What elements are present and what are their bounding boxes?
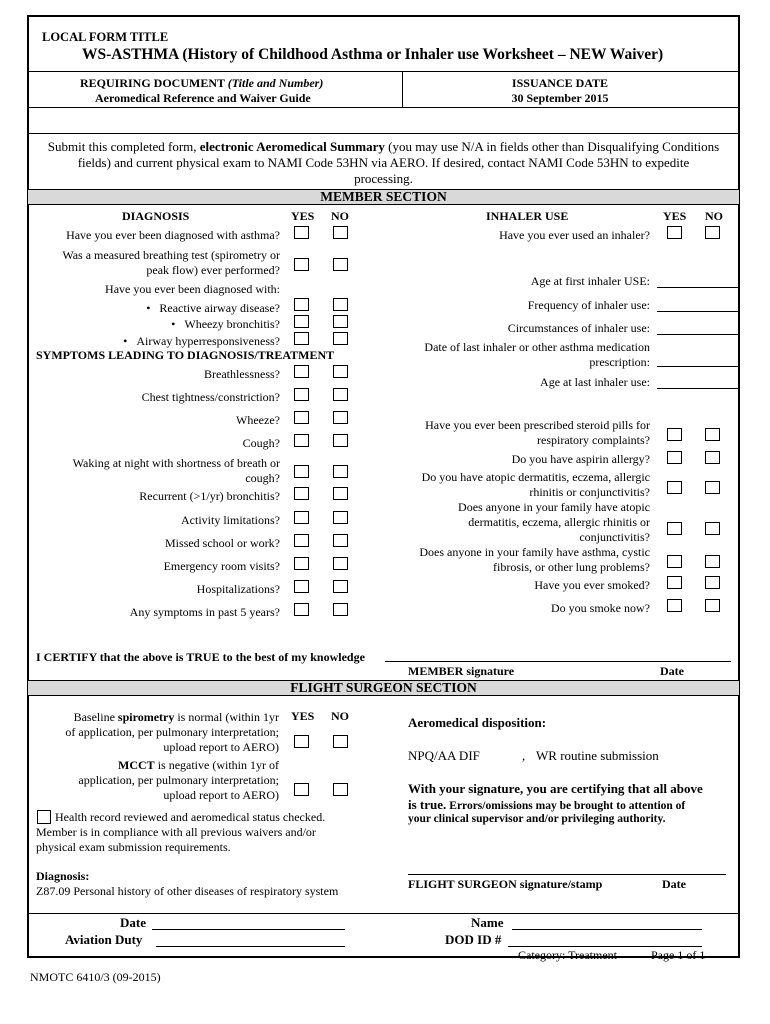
- q-missed-school: Missed school or work?: [165, 536, 280, 550]
- checkbox-yes-spirometry[interactable]: [294, 735, 309, 748]
- form-number: NMOTC 6410/3 (09-2015): [30, 970, 161, 984]
- checkbox-yes-family-atopic[interactable]: [667, 522, 682, 535]
- flight-surgeon-signature-label: FLIGHT SURGEON signature/stamp: [408, 877, 603, 891]
- signature-notice-4: your clinical supervisor and/or privileging authority.: [408, 813, 666, 825]
- requiring-document-value: Aeromedical Reference and Waiver Guide: [95, 91, 311, 105]
- fs-spirometry-line3: upload report to AERO): [163, 740, 279, 754]
- issuance-date-value: 30 September 2015: [511, 91, 609, 105]
- checkbox-no-cough[interactable]: [333, 434, 348, 447]
- checkbox-yes-ever-smoked[interactable]: [667, 576, 682, 589]
- checkbox-no-smoke-now[interactable]: [705, 599, 720, 612]
- other-questions: [380, 0, 650, 1024]
- checkbox-yes-breathlessness[interactable]: [294, 365, 309, 378]
- no-header: NO: [331, 209, 349, 223]
- checkbox-yes-reactive-airway[interactable]: [294, 298, 309, 311]
- q-steroid-pills-cont: respiratory complaints?: [537, 433, 650, 447]
- checkbox-yes-family-asthma[interactable]: [667, 555, 682, 568]
- checkbox-yes-hospitalizations[interactable]: [294, 580, 309, 593]
- checkbox-no-asthma[interactable]: [333, 226, 348, 239]
- disposition-npq[interactable]: NPQ/AA DIF: [408, 748, 480, 763]
- q-circumstances-inhaler: Circumstances of inhaler use:: [507, 321, 650, 335]
- checkbox-yes-aspirin[interactable]: [667, 451, 682, 464]
- q-breathing-test-cont: peak flow) ever performed?: [146, 263, 280, 277]
- checkbox-no-activity-limitations[interactable]: [333, 511, 348, 524]
- q-age-last-inhaler: Age at last inhaler use:: [540, 375, 650, 389]
- checkbox-no-recurrent-bronchitis[interactable]: [333, 487, 348, 500]
- q-date-last-inhaler: Date of last inhaler or other asthma medication: [424, 340, 650, 354]
- checkbox-no-family-asthma[interactable]: [705, 555, 720, 568]
- aviation-duty-field[interactable]: [156, 946, 345, 947]
- q-emergency-room: Emergency room visits?: [163, 559, 280, 573]
- q-waking-night-cont: cough?: [245, 471, 280, 485]
- date-last-inhaler-field[interactable]: [657, 366, 739, 367]
- member-signature-field[interactable]: [385, 661, 731, 662]
- checkbox-yes-emergency-room[interactable]: [294, 557, 309, 570]
- q-atopic: Do you have atopic dermatitis, eczema, allergic: [421, 470, 650, 484]
- checkbox-yes-activity-limitations[interactable]: [294, 511, 309, 524]
- checkbox-no-wheeze[interactable]: [333, 411, 348, 424]
- circumstances-inhaler-field[interactable]: [657, 334, 739, 335]
- checkbox-yes-airway-hyper[interactable]: [294, 332, 309, 345]
- checkbox-no-symptoms-5yrs[interactable]: [333, 603, 348, 616]
- member-signature-label: MEMBER signature: [408, 664, 515, 678]
- symptoms-header: SYMPTOMS LEADING TO DIAGNOSIS/TREATMENT: [36, 348, 335, 362]
- health-record-line3: physical exam submission requirements.: [36, 840, 231, 854]
- health-record-line1: Health record reviewed and aeromedical status checked.: [55, 810, 326, 824]
- q-family-atopic: Does anyone in your family have atopic: [458, 500, 650, 514]
- age-first-inhaler-field[interactable]: [657, 287, 739, 288]
- q-symptoms-5yrs: Any symptoms in past 5 years?: [129, 605, 280, 619]
- fs-spirometry-line2: of application, per pulmonary interpretation;: [65, 725, 279, 739]
- checkbox-health-record[interactable]: [37, 810, 51, 824]
- checkbox-no-mcct[interactable]: [333, 783, 348, 796]
- dod-id-label: DOD ID #: [445, 932, 502, 947]
- checkbox-yes-steroid[interactable]: [667, 428, 682, 441]
- fs-mcct-line1: MCCT is negative (within 1yr of: [118, 758, 279, 772]
- q-breathlessness: Breathlessness?: [204, 367, 280, 381]
- disposition-label: Aeromedical disposition:: [408, 715, 547, 730]
- checkbox-yes-breathing-test[interactable]: [294, 258, 309, 271]
- fs-mcct-line3: upload report to AERO): [163, 788, 279, 802]
- checkbox-no-family-atopic[interactable]: [705, 522, 720, 535]
- age-last-inhaler-field[interactable]: [657, 388, 739, 389]
- checkbox-no-waking-night[interactable]: [333, 465, 348, 478]
- checkbox-no-chest-tightness[interactable]: [333, 388, 348, 401]
- checkbox-yes-asthma[interactable]: [294, 226, 309, 239]
- footer-name-label: Name: [471, 915, 504, 930]
- health-record-line2: Member is in compliance with all previous waivers and/or: [36, 825, 316, 839]
- q-family-asthma: Does anyone in your family have asthma, cystic: [419, 545, 650, 559]
- checkbox-yes-atopic[interactable]: [667, 481, 682, 494]
- q-wheezy-bronchitis: • Wheezy bronchitis?: [171, 317, 280, 331]
- checkbox-no-emergency-room[interactable]: [333, 557, 348, 570]
- q-reactive-airway: • Reactive airway disease?: [146, 301, 280, 315]
- diagnosis-value: Z87.09 Personal history of other diseases of respiratory system: [36, 884, 339, 898]
- flight-surgeon-signature-field[interactable]: [408, 874, 726, 875]
- signature-notice-2: is true. Errors/omissions may be brought to attention of: [408, 797, 686, 812]
- checkbox-yes-mcct[interactable]: [294, 783, 309, 796]
- checkbox-yes-symptoms-5yrs[interactable]: [294, 603, 309, 616]
- q-family-atopic-cont2: conjunctivitis?: [579, 530, 650, 544]
- checkbox-yes-wheezy-bronchitis[interactable]: [294, 315, 309, 328]
- dod-id-field[interactable]: [508, 946, 702, 947]
- q-breathing-test: Was a measured breathing test (spirometry or: [62, 248, 280, 262]
- q-family-atopic-cont: dermatitis, eczema, allergic rhinitis or: [468, 515, 650, 529]
- instructions: Submit this completed form, electronic Aeromedical Summary (you may use N/A in fields other than Disqualifying Conditions fields) and current physical exam to NAMI Code 53HN via AERO. If desired, contact NAMI Code 53HN to expedite processing.: [47, 139, 720, 186]
- checkbox-no-used-inhaler[interactable]: [705, 226, 720, 239]
- local-form-title-label: LOCAL FORM TITLE: [42, 30, 169, 44]
- q-recurrent-bronchitis: Recurrent (>1/yr) bronchitis?: [139, 489, 280, 503]
- checkbox-no-aspirin[interactable]: [705, 451, 720, 464]
- q-date-last-inhaler-cont: prescription:: [589, 355, 650, 369]
- checkbox-yes-recurrent-bronchitis[interactable]: [294, 487, 309, 500]
- checkbox-no-missed-school[interactable]: [333, 534, 348, 547]
- q-wheeze: Wheeze?: [236, 413, 280, 427]
- q-waking-night: Waking at night with shortness of breath or: [72, 456, 280, 470]
- diagnosis-header: DIAGNOSIS: [122, 209, 190, 223]
- footer-date-label: Date: [120, 915, 146, 930]
- checkbox-no-hospitalizations[interactable]: [333, 580, 348, 593]
- requiring-document-label: REQUIRING DOCUMENT (Title and Number): [80, 76, 324, 90]
- checkbox-no-breathing-test[interactable]: [333, 258, 348, 271]
- fs-yes-header: YES: [291, 709, 315, 723]
- q-diagnosed-asthma: Have you ever been diagnosed with asthma?: [66, 228, 280, 242]
- fs-mcct-line2: application, per pulmonary interpretation;: [78, 773, 279, 787]
- q-hospitalizations: Hospitalizations?: [196, 582, 280, 596]
- checkbox-no-steroid[interactable]: [705, 428, 720, 441]
- checkbox-no-spirometry[interactable]: [333, 735, 348, 748]
- checkbox-no-ever-smoked[interactable]: [705, 576, 720, 589]
- member-date-label: Date: [660, 664, 684, 678]
- certify-text: I CERTIFY that the above is TRUE to the best of my knowledge: [36, 650, 365, 664]
- footer-date-field[interactable]: [152, 929, 345, 930]
- checkbox-yes-cough[interactable]: [294, 434, 309, 447]
- checkbox-yes-wheeze[interactable]: [294, 411, 309, 424]
- q-chest-tightness: Chest tightness/constriction?: [141, 390, 280, 404]
- issuance-date-label: ISSUANCE DATE: [511, 76, 609, 90]
- q-steroid-pills: Have you ever been prescribed steroid pills for: [425, 418, 650, 432]
- flight-surgeon-section-header: FLIGHT SURGEON SECTION: [28, 680, 739, 696]
- q-used-inhaler: Have you ever used an inhaler?: [499, 228, 650, 242]
- checkbox-no-atopic[interactable]: [705, 481, 720, 494]
- checkbox-no-reactive-airway[interactable]: [333, 298, 348, 311]
- yes-header: YES: [291, 209, 315, 223]
- member-section-header: MEMBER SECTION: [28, 189, 739, 205]
- checkbox-yes-used-inhaler[interactable]: [667, 226, 682, 239]
- q-age-first-inhaler: Age at first inhaler USE:: [530, 274, 650, 288]
- inhaler-no-header: NO: [705, 209, 723, 223]
- q-family-asthma-cont: fibrosis, or other lung problems?: [493, 560, 650, 574]
- q-diagnosed-with: Have you ever been diagnosed with:: [105, 282, 280, 296]
- inhaler-yes-header: YES: [663, 209, 687, 223]
- q-activity-limitations: Activity limitations?: [181, 513, 280, 527]
- disposition-wr[interactable]: WR routine submission: [536, 748, 659, 763]
- checkbox-no-airway-hyper[interactable]: [333, 332, 348, 345]
- flight-surgeon-date-label: Date: [662, 877, 686, 891]
- signature-notice-1: With your signature, you are certifying that all above: [408, 781, 703, 796]
- q-aspirin-allergy: Do you have aspirin allergy?: [511, 452, 650, 466]
- q-smoke-now: Do you smoke now?: [551, 601, 650, 615]
- page-number: Page 1 of 1: [651, 948, 706, 962]
- footer-name-field[interactable]: [512, 929, 702, 930]
- checkbox-yes-smoke-now[interactable]: [667, 599, 682, 612]
- checkbox-yes-missed-school[interactable]: [294, 534, 309, 547]
- inhaler-header: INHALER USE: [486, 209, 569, 223]
- form-title: WS-ASTHMA (History of Childhood Asthma or Inhaler use Worksheet – NEW Waiver): [82, 46, 664, 63]
- fs-no-header: NO: [331, 709, 349, 723]
- category-text: Category: Treatment: [518, 948, 617, 962]
- fs-spirometry-line1: Baseline spirometry is normal (within 1yr: [73, 710, 279, 724]
- q-atopic-cont: rhinitis or conjunctivitis?: [529, 485, 650, 499]
- checkbox-no-breathlessness[interactable]: [333, 365, 348, 378]
- disposition-separator: ,: [522, 748, 526, 763]
- q-frequency-inhaler: Frequency of inhaler use:: [527, 298, 650, 312]
- q-airway-hyper: • Airway hyperresponsiveness?: [123, 334, 280, 348]
- diagnosis-label: Diagnosis:: [36, 869, 90, 883]
- checkbox-yes-chest-tightness[interactable]: [294, 388, 309, 401]
- checkbox-yes-waking-night[interactable]: [294, 465, 309, 478]
- q-ever-smoked: Have you ever smoked?: [534, 578, 650, 592]
- aviation-duty-label: Aviation Duty: [65, 932, 143, 947]
- checkbox-no-wheezy-bronchitis[interactable]: [333, 315, 348, 328]
- frequency-inhaler-field[interactable]: [657, 311, 739, 312]
- q-cough: Cough?: [242, 436, 280, 450]
